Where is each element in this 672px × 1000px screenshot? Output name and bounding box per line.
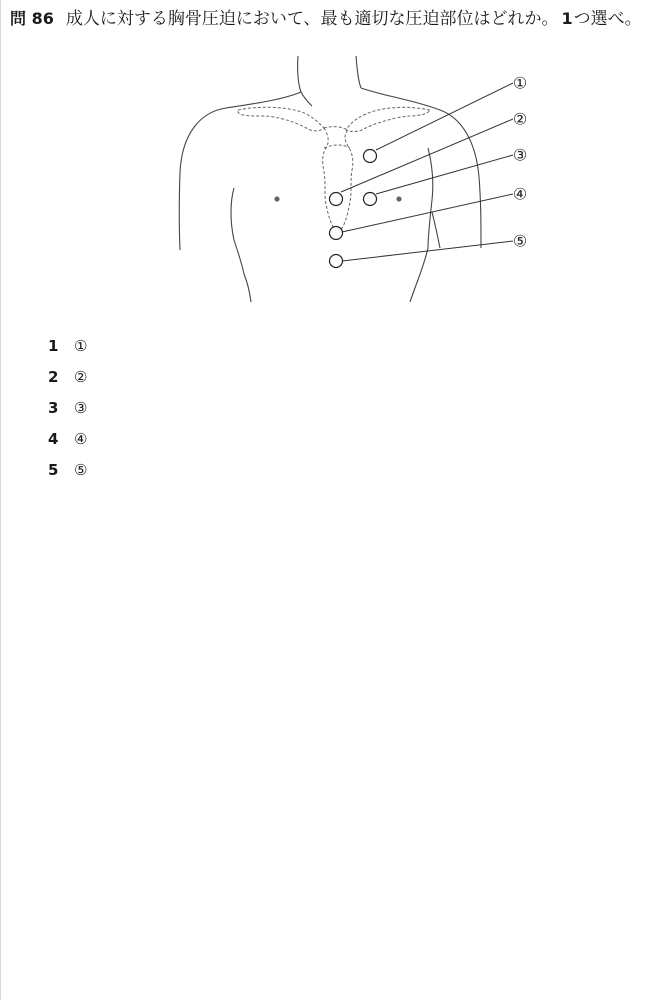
answer-count: 1	[561, 9, 573, 28]
site-marker-2	[330, 193, 343, 206]
torso-outline	[179, 56, 481, 302]
marker-label-1: ①	[512, 73, 528, 93]
site-marker-5	[330, 255, 343, 268]
choice-number: 4	[48, 429, 59, 448]
choice-text: ④	[74, 429, 88, 448]
choice-4[interactable]	[48, 423, 87, 454]
site-marker-3	[364, 193, 377, 206]
choice-text: ③	[74, 398, 88, 417]
marker-label-3: ③	[512, 145, 528, 165]
clavicle-outline	[238, 107, 430, 131]
choice-number: 3	[48, 398, 59, 417]
question-text-end: つ選べ。	[573, 9, 642, 29]
question-header	[10, 8, 666, 30]
chest-figure	[170, 52, 540, 304]
nipple-left	[274, 196, 279, 201]
marker-label-4: ④	[512, 184, 528, 204]
page-edge	[0, 0, 1, 1000]
choice-5[interactable]	[48, 454, 87, 485]
marker-label-5: ⑤	[512, 231, 528, 251]
choice-text: ①	[74, 336, 88, 355]
choice-number: 1	[48, 336, 59, 355]
choice-3[interactable]	[48, 392, 87, 423]
question-number: 問 86	[10, 9, 54, 28]
choice-text: ⑤	[74, 460, 88, 479]
choice-2[interactable]	[48, 361, 87, 392]
marker-label-2: ②	[512, 109, 528, 129]
leader-lines	[341, 83, 513, 261]
site-marker-1	[364, 150, 377, 163]
choice-number: 5	[48, 460, 59, 479]
choice-text: ②	[74, 367, 88, 386]
sternum-outline	[323, 127, 353, 236]
nipple-right	[396, 196, 401, 201]
choice-1[interactable]	[48, 330, 87, 361]
choice-number: 2	[48, 367, 59, 386]
question-text: 成人に対する胸骨圧迫において、最も適切な圧迫部位はどれか。	[65, 9, 559, 29]
site-marker-4	[330, 227, 343, 240]
answer-choices	[48, 330, 87, 485]
